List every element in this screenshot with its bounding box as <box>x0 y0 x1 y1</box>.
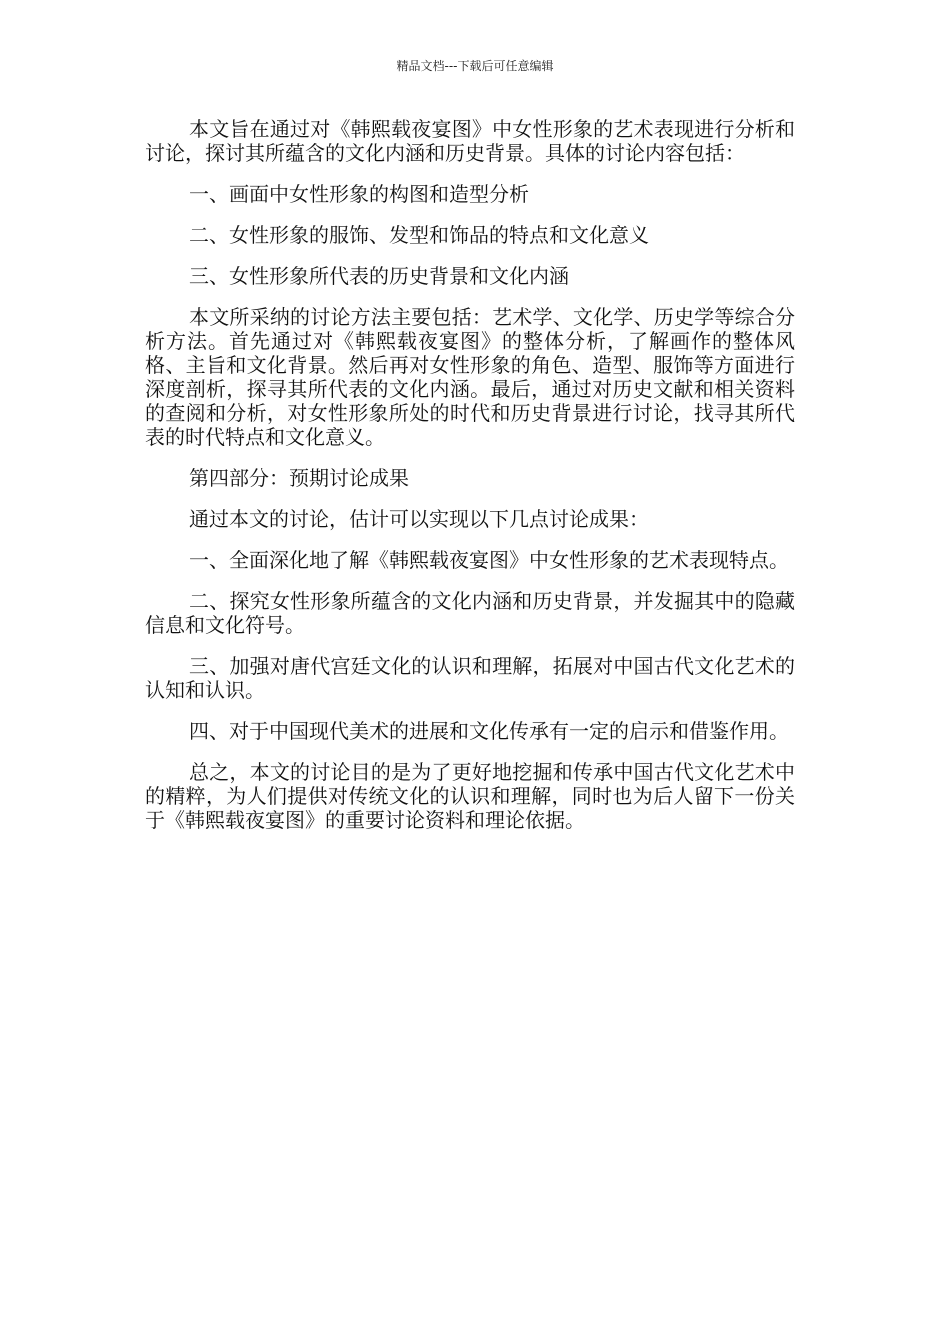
content-item-3: 三、女性形象所代表的历史背景和文化内涵 <box>189 264 569 288</box>
document-body <box>145 117 795 849</box>
results-intro: 通过本文的讨论，估计可以实现以下几点讨论成果： <box>189 507 649 531</box>
content-item-1: 一、画面中女性形象的构图和造型分析 <box>189 182 529 206</box>
conclusion-paragraph: 总之，本文的讨论目的是为了更好地挖掘和传承中国古代文化艺术中的精粹，为人们提供对传统文化的认识和理解，同时也为后人留下一份关于《韩熙载夜宴图》的重要讨论资料和理论依据。 <box>145 760 795 832</box>
section-heading: 第四部分：预期讨论成果 <box>189 466 409 490</box>
result-item-4: 四、对于中国现代美术的进展和文化传承有一定的启示和借鉴作用。 <box>189 719 789 743</box>
content-item-2: 二、女性形象的服饰、发型和饰品的特点和文化意义 <box>189 223 649 247</box>
intro-paragraph: 本文旨在通过对《韩熙载夜宴图》中女性形象的艺术表现进行分析和讨论，探讨其所蕴含的文化内涵和历史背景。具体的讨论内容包括： <box>145 117 795 165</box>
page-header: 精品文档---下载后可任意编辑 <box>396 59 554 73</box>
result-item-2: 二、探究女性形象所蕴含的文化内涵和历史背景，并发掘其中的隐藏信息和文化符号。 <box>145 589 795 637</box>
result-item-1: 一、全面深化地了解《韩熙载夜宴图》中女性形象的艺术表现特点。 <box>189 548 789 572</box>
result-item-3: 三、加强对唐代宫廷文化的认识和理解，拓展对中国古代文化艺术的认知和认识。 <box>145 654 795 702</box>
method-paragraph: 本文所采纳的讨论方法主要包括：艺术学、文化学、历史学等综合分析方法。首先通过对《韩熙载夜宴图》的整体分析，了解画作的整体风格、主旨和文化背景。然后再对女性形象的角色、造型、服饰等方面进行深度剖析，探寻其所代表的文化内涵。最后，通过对历史文献和相关资料的查阅和分析，对女性形象所处的时代和历史背景进行讨论，找寻其所代表的时代特点和文化意义。 <box>145 305 795 449</box>
